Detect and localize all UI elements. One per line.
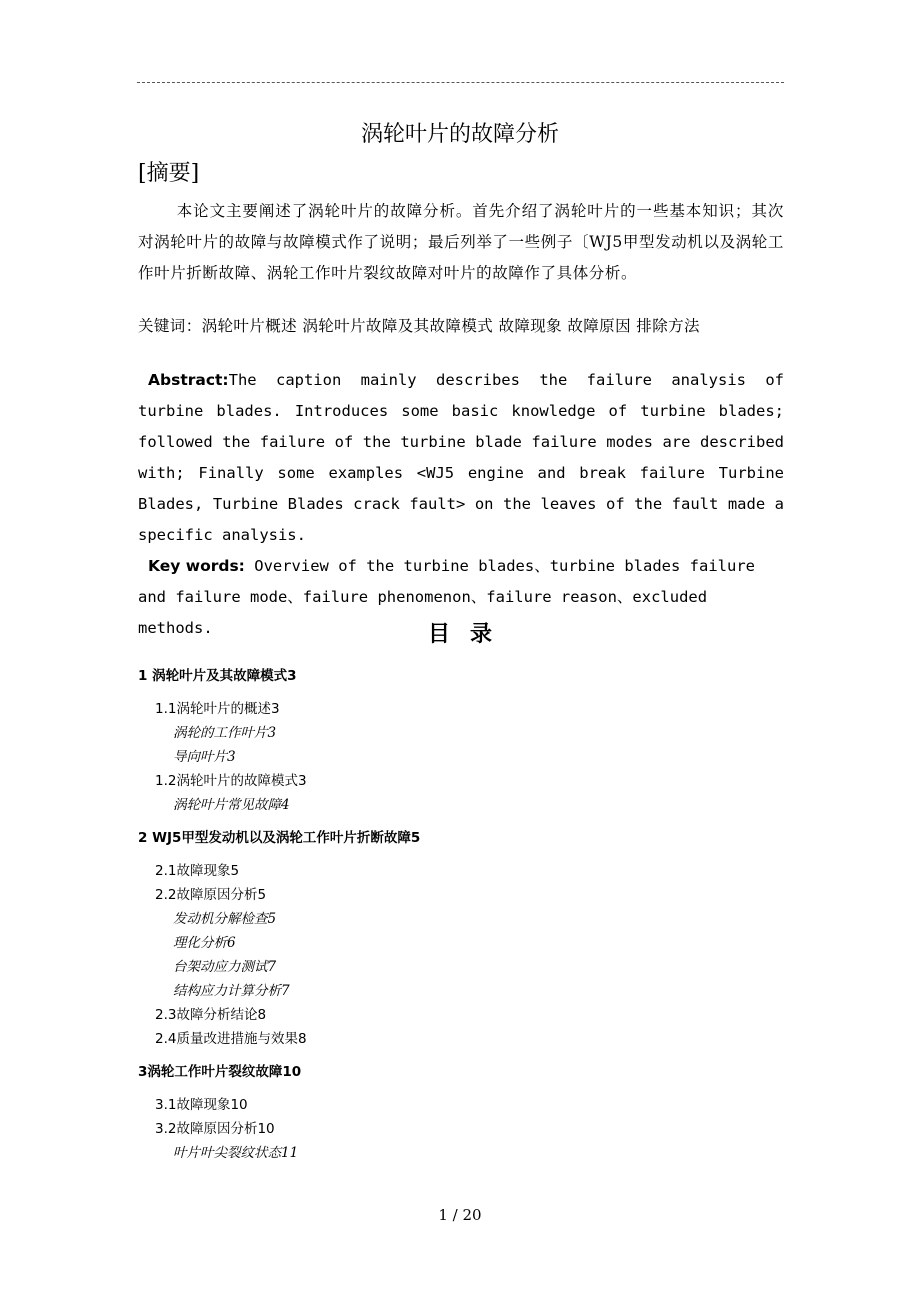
toc-entry[interactable]: 发动机分解检查5 <box>173 911 277 927</box>
abstract-heading: [摘要] <box>138 161 200 186</box>
toc-entry[interactable]: 涡轮叶片常见故障4 <box>173 797 290 813</box>
toc-entry[interactable]: 1.1涡轮叶片的概述3 <box>155 701 280 717</box>
toc-entry[interactable]: 理化分析6 <box>173 935 236 951</box>
toc-entry[interactable]: 涡轮的工作叶片3 <box>173 725 277 741</box>
toc-entry[interactable]: 叶片叶尖裂纹状态11 <box>173 1145 299 1161</box>
toc-entry[interactable]: 3.1故障现象10 <box>155 1097 248 1113</box>
toc-entry[interactable]: 结构应力计算分析7 <box>173 983 290 999</box>
keywords-english-text: Overview of the turbine blades、turbine blades failure and failure mode、failure phenomenon、failure reason、excluded methods. <box>138 557 755 637</box>
toc-entry[interactable]: 1 涡轮叶片及其故障模式3 <box>138 668 297 684</box>
toc-entry[interactable]: 2.1故障现象5 <box>155 863 240 879</box>
toc-entry[interactable]: 台架动应力测试7 <box>173 959 277 975</box>
abstract-english-text: The caption mainly describes the failure analysis of turbine blades. Introduces some basic knowledge of turbine blades; followed the failure of the turbine blade failure modes are described with; Finally some examples <WJ5 engine and break failure Turbine Blades, Turbine Blades crack fault> on the leaves of the fault made a specific analysis. <box>138 371 784 544</box>
header-rule <box>137 82 784 83</box>
toc-title: 目录 <box>427 621 512 647</box>
toc-entry[interactable]: 3涡轮工作叶片裂纹故障10 <box>138 1064 302 1080</box>
toc-entry[interactable]: 2.2故障原因分析5 <box>155 887 267 903</box>
page-number: 1 / 20 <box>438 1206 482 1224</box>
abstract-label: Abstract: <box>148 371 229 389</box>
toc-entry[interactable]: 1.2涡轮叶片的故障模式3 <box>155 773 307 789</box>
toc-entry[interactable]: 2 WJ5甲型发动机以及涡轮工作叶片折断故障5 <box>138 830 421 846</box>
document-title: 涡轮叶片的故障分析 <box>360 122 559 147</box>
abstract-english <box>138 365 784 551</box>
abstract-chinese: 本论文主要阐述了涡轮叶片的故障分析。首先介绍了涡轮叶片的一些基本知识；其次对涡轮叶片的故障与故障模式作了说明；最后列举了一些例子〔WJ5甲型发动机以及涡轮工作叶片折断故障、涡轮工作叶片裂纹故障对叶片的故障作了具体分析。 <box>138 202 784 282</box>
keywords-chinese: 关键词：涡轮叶片概述 涡轮叶片故障及其故障模式 故障现象 故障原因 排除方法 <box>138 317 700 335</box>
toc-entry[interactable]: 2.4质量改进措施与效果8 <box>155 1031 307 1047</box>
toc-entry[interactable]: 2.3故障分析结论8 <box>155 1007 267 1023</box>
toc-entry[interactable]: 导向叶片3 <box>173 749 236 765</box>
toc-entry[interactable]: 3.2故障原因分析10 <box>155 1121 275 1137</box>
table-of-contents <box>138 664 784 1165</box>
keywords-label: Key words: <box>148 557 245 575</box>
